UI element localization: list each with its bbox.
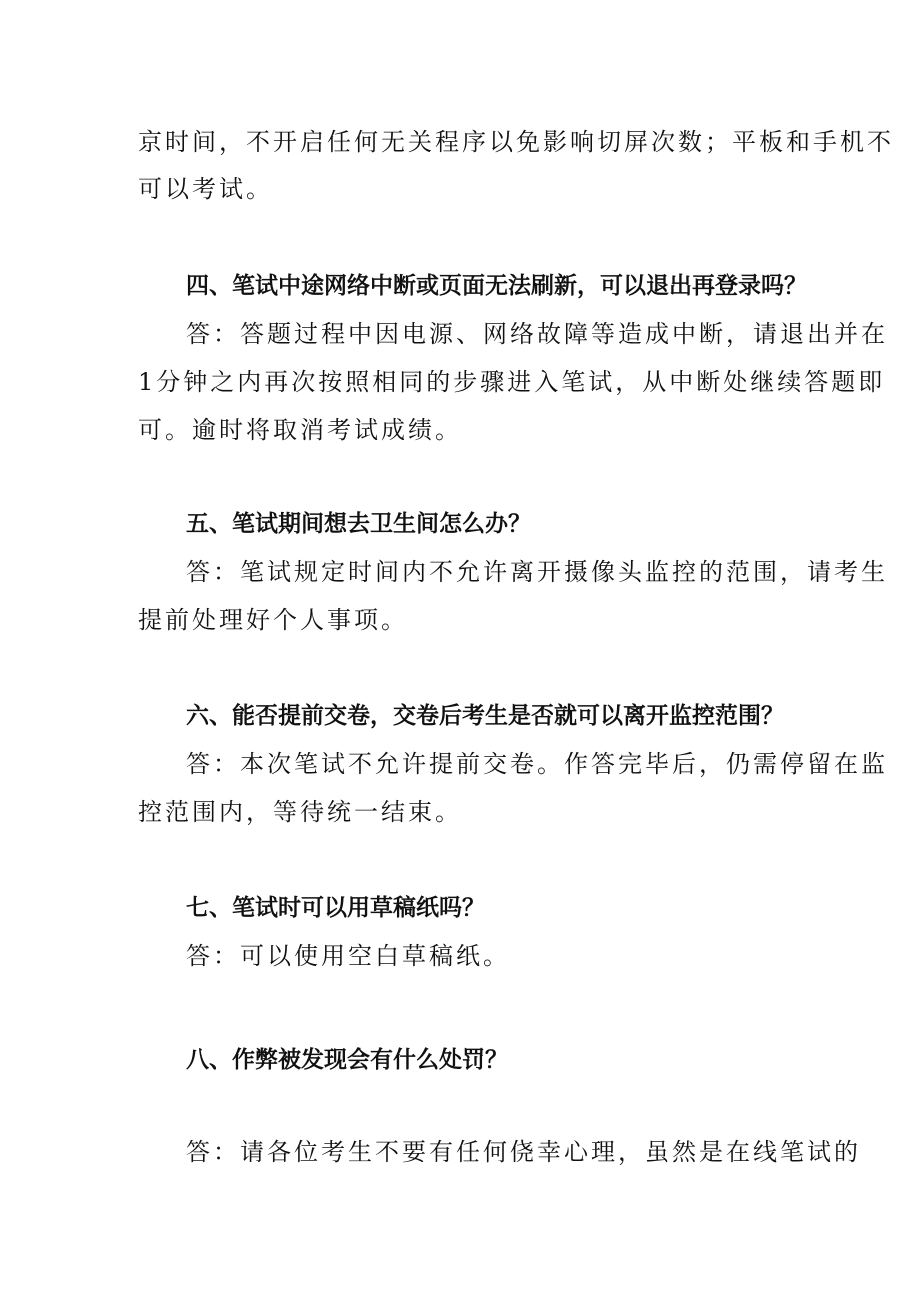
answer-line: 提前处理好个人事项。 [138,606,408,634]
answer-line: 答：可以使用空白草稿纸。 [186,942,510,970]
answer-line: 控范围内，等待统一结束。 [138,798,462,826]
answer-line: 可以考试。 [138,175,273,203]
question-heading: 五、笔试期间想去卫生间怎么办？ [186,511,531,537]
question-heading: 六、能否提前交卷，交卷后考生是否就可以离开监控范围？ [186,703,784,729]
answer-line: 京时间，不开启任何无关程序以免影响切屏次数；平板和手机不 [138,128,894,156]
answer-line: 答：笔试规定时间内不允许离开摄像头监控的范围，请考生 [186,558,888,586]
answer-line: 1分钟之内再次按照相同的步骤进入笔试，从中断处继续答题即 [138,368,886,396]
question-heading: 八、作弊被发现会有什么处罚？ [186,1047,508,1073]
answer-line: 答：本次笔试不允许提前交卷。作答完毕后，仍需停留在监 [186,750,888,778]
question-heading: 四、笔试中途网络中断或页面无法刷新，可以退出再登录吗？ [186,273,807,299]
answer-line: 可。逾时将取消考试成绩。 [138,416,462,444]
answer-line: 答：答题过程中因电源、网络故障等造成中断，请退出并在 [186,320,888,348]
question-heading: 七、笔试时可以用草稿纸吗？ [186,895,485,921]
answer-line: 答：请各位考生不要有任何侥幸心理，虽然是在线笔试的 [186,1138,861,1166]
